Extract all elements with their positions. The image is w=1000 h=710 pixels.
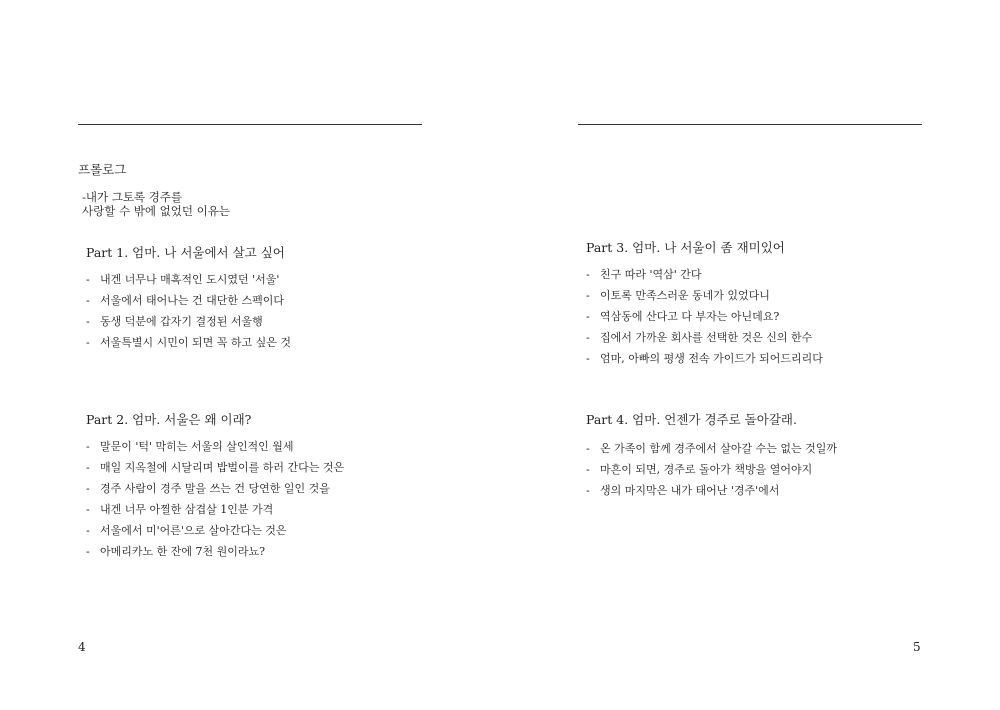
part-3-title: Part 3. 엄마. 나 서울이 좀 재미있어 xyxy=(586,240,785,255)
prologue-title: 프롤로그 xyxy=(78,162,127,177)
list-item-text: 역삼동에 산다고 다 부자는 아닌데요? xyxy=(600,310,780,323)
top-rule xyxy=(578,124,922,125)
list-marker: - xyxy=(86,315,90,328)
list-item xyxy=(586,327,823,348)
list-marker: - xyxy=(586,463,590,476)
list-item xyxy=(586,306,823,327)
list-item xyxy=(86,311,291,332)
part-4-section xyxy=(586,410,837,501)
prologue-subtitle-line: 사랑할 수 밖에 없었던 이유는 xyxy=(82,204,230,218)
list-item-text: 이토록 만족스러운 동네가 있었다니 xyxy=(600,289,770,302)
page-number: 4 xyxy=(78,640,86,654)
list-item-text: 동생 덕분에 갑자기 결정된 서울행 xyxy=(100,315,263,328)
list-item xyxy=(86,520,344,541)
list-item-text: 생의 마지막은 내가 태어난 '경주'에서 xyxy=(600,484,780,497)
list-item-text: 엄마, 아빠의 평생 전속 가이드가 되어드리리다 xyxy=(600,352,823,365)
list-marker: - xyxy=(86,336,90,349)
list-item-text: 서울특별시 시민이 되면 꼭 하고 싶은 것 xyxy=(100,336,291,349)
list-item xyxy=(86,332,291,353)
list-marker: - xyxy=(586,442,590,455)
list-marker: - xyxy=(586,268,590,281)
part-3-list xyxy=(586,264,823,369)
list-marker: - xyxy=(586,289,590,302)
list-marker: - xyxy=(586,331,590,344)
list-item xyxy=(586,459,837,480)
part-2-title: Part 2. 엄마. 서울은 왜 이래? xyxy=(86,412,252,427)
list-marker: - xyxy=(86,294,90,307)
list-marker: - xyxy=(86,524,90,537)
list-item xyxy=(586,438,837,459)
part-4-list xyxy=(586,438,837,501)
list-item xyxy=(586,348,823,369)
list-marker: - xyxy=(86,273,90,286)
list-item-text: 집에서 가까운 회사를 선택한 것은 신의 한수 xyxy=(600,331,813,344)
list-item xyxy=(586,285,823,306)
list-item-text: 내겐 너무 아찔한 삼겹살 1인분 가격 xyxy=(100,503,274,516)
prologue-subtitle xyxy=(82,190,230,218)
list-item xyxy=(86,436,344,457)
list-item-text: 매일 지옥철에 시달리며 밥벌이를 하러 간다는 것은 xyxy=(100,461,345,474)
list-item xyxy=(86,499,344,520)
part-1-list xyxy=(86,269,291,353)
list-item-text: 경주 사람이 경주 말을 쓰는 건 당연한 일인 것을 xyxy=(100,482,330,495)
list-item xyxy=(86,478,344,499)
list-item-text: 내겐 너무나 매혹적인 도시였던 '서울' xyxy=(100,273,280,286)
list-marker: - xyxy=(86,545,90,558)
list-marker: - xyxy=(586,352,590,365)
part-3-section xyxy=(586,238,823,369)
part-4-title: Part 4. 엄마. 언젠가 경주로 돌아갈래. xyxy=(586,412,797,427)
list-marker: - xyxy=(586,310,590,323)
list-marker: - xyxy=(86,503,90,516)
list-item-text: 서울에서 태어나는 건 대단한 스펙이다 xyxy=(100,294,285,307)
right-page xyxy=(500,0,1000,710)
list-item xyxy=(586,480,837,501)
list-marker: - xyxy=(86,440,90,453)
part-1-section xyxy=(86,243,291,353)
list-item xyxy=(86,457,344,478)
list-item-text: 온 가족이 함께 경주에서 살아갈 수는 없는 것일까 xyxy=(600,442,837,455)
list-marker: - xyxy=(86,482,90,495)
list-item-text: 아메리카노 한 잔에 7천 원이라뇨? xyxy=(100,545,266,558)
list-item-text: 마흔이 되면, 경주로 돌아가 책방을 열어야지 xyxy=(600,463,813,476)
list-item-text: 서울에서 미'어른'으로 살아간다는 것은 xyxy=(100,524,287,537)
list-item xyxy=(586,264,823,285)
list-marker: - xyxy=(586,484,590,497)
prologue-subtitle-line: -내가 그토록 경주를 xyxy=(82,190,183,204)
list-item xyxy=(86,541,344,562)
part-2-section xyxy=(86,410,344,562)
top-rule xyxy=(78,124,422,125)
list-item-text: 말문이 '턱' 막히는 서울의 살인적인 월세 xyxy=(100,440,294,453)
list-item xyxy=(86,290,291,311)
part-2-list xyxy=(86,436,344,562)
page-number: 5 xyxy=(913,640,921,654)
list-item-text: 친구 따라 '역삼' 간다 xyxy=(600,268,702,281)
list-marker: - xyxy=(86,461,90,474)
part-1-title: Part 1. 엄마. 나 서울에서 살고 싶어 xyxy=(86,245,285,260)
list-item xyxy=(86,269,291,290)
